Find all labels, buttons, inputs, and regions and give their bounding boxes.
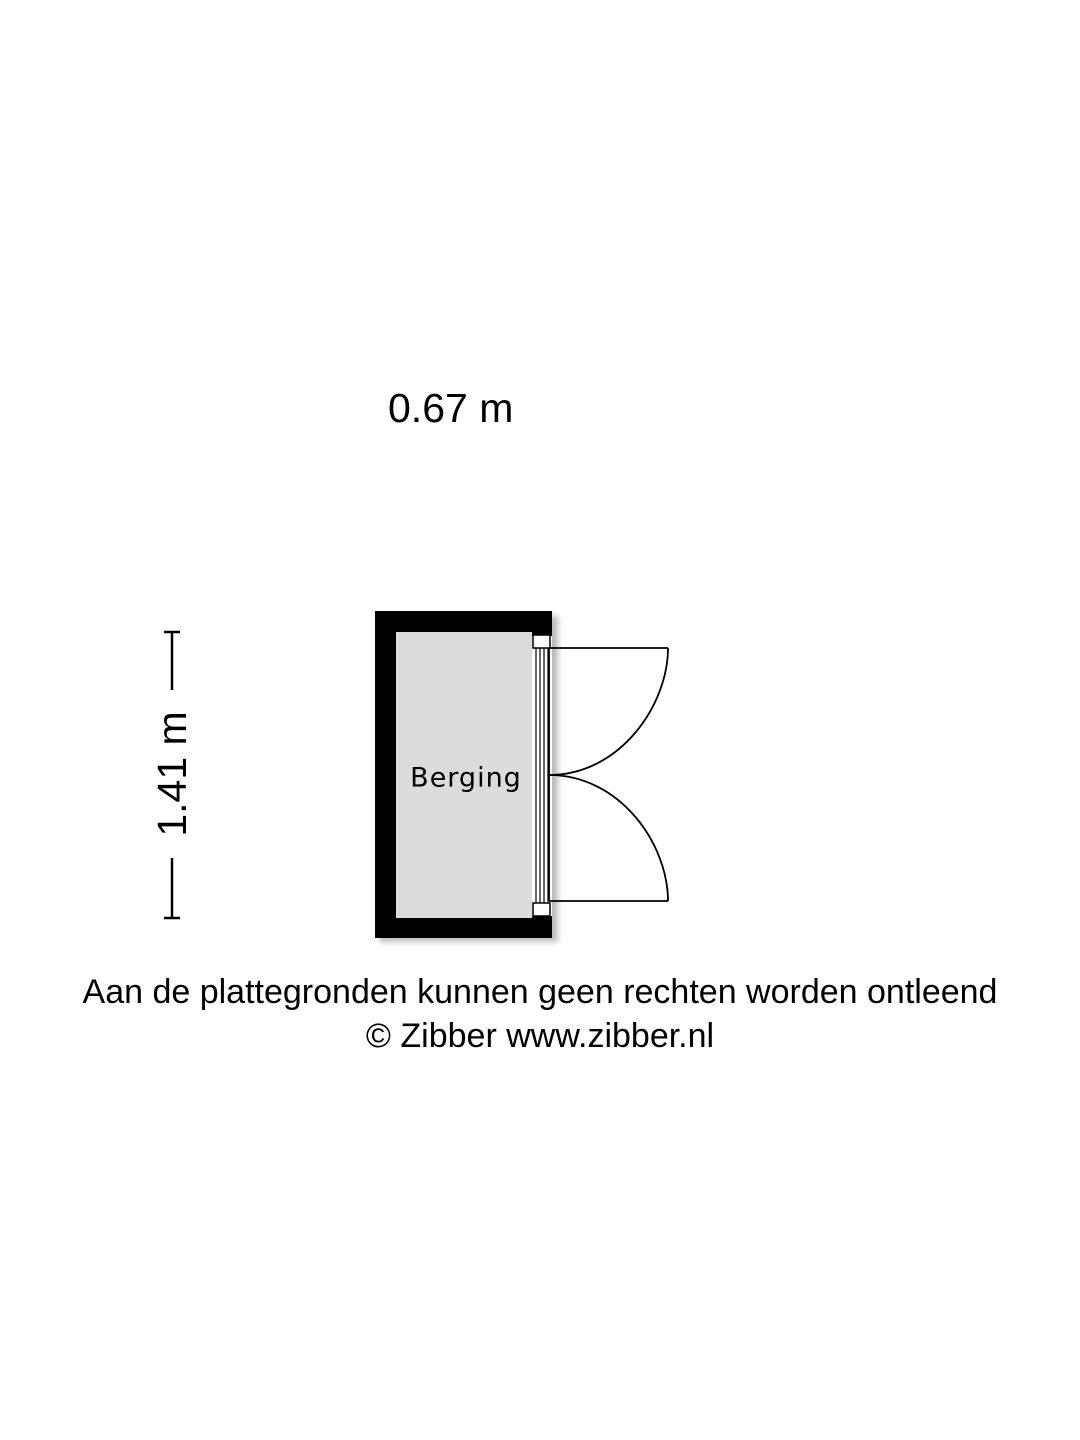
door-jamb-top xyxy=(533,635,550,648)
width-dimension-label: 0.67 m xyxy=(388,385,514,431)
door-jamb-bottom xyxy=(533,903,550,916)
door-swing-bottom xyxy=(549,775,668,901)
door-swing-top xyxy=(549,648,668,775)
room-label-berging: Berging xyxy=(410,762,522,794)
height-dimension-label: 1.41 m xyxy=(149,711,195,837)
copyright-line: © Zibber www.zibber.nl xyxy=(365,1017,715,1055)
disclaimer xyxy=(0,970,1080,1058)
disclaimer-line: Aan de plattegronden kunnen geen rechten worden ontleend xyxy=(82,973,998,1011)
